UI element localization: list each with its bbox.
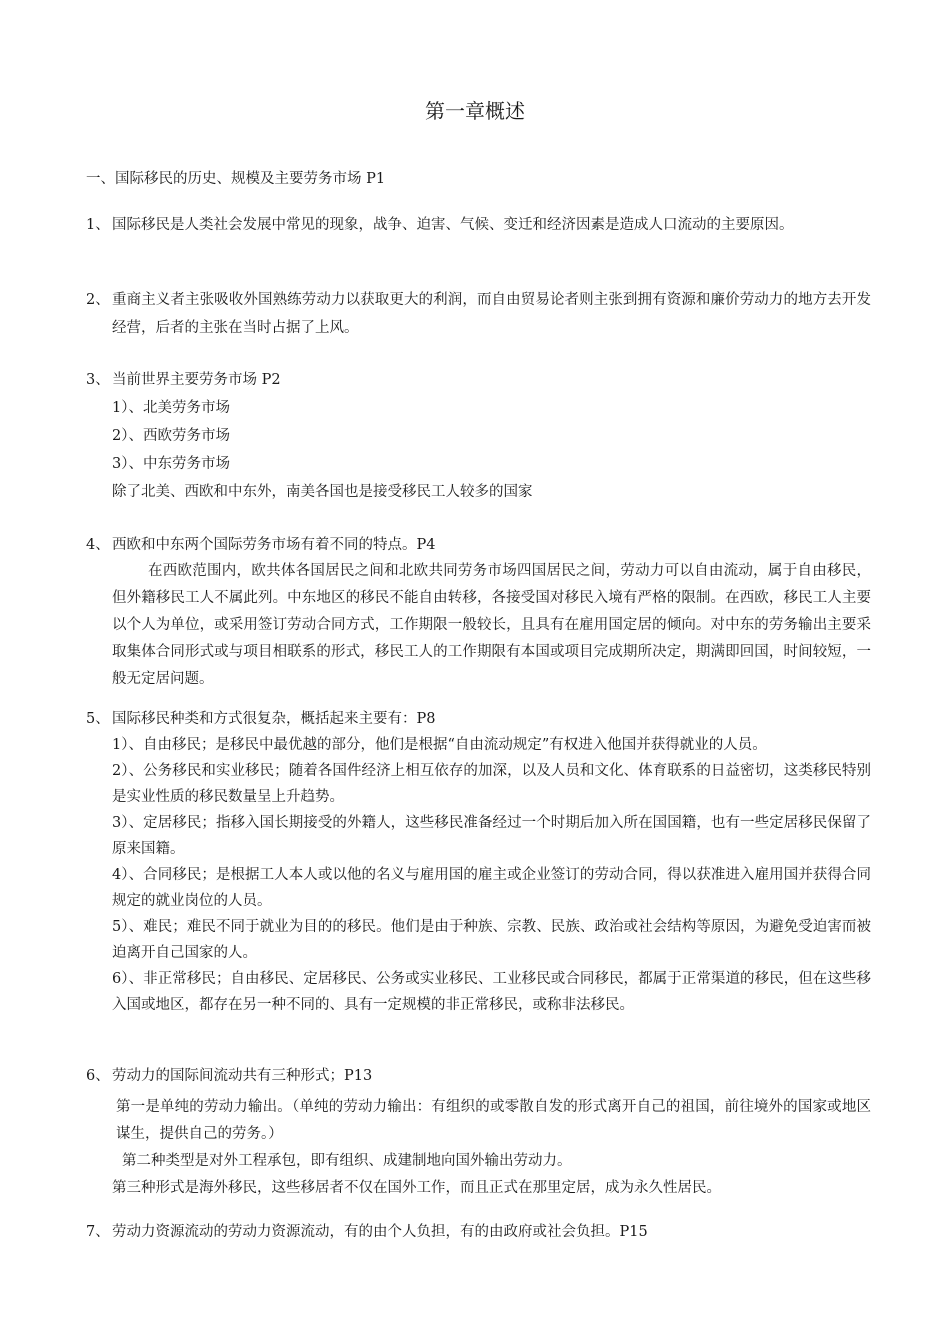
- item-note: 除了北美、西欧和中东外，南美各国也是接受移民工人较多的国家: [112, 484, 533, 500]
- item-number: 4、: [86, 537, 110, 553]
- list-item-1: [86, 211, 871, 239]
- section-heading-text: 一、国际移民的历史、规模及主要劳务市场 P1: [86, 171, 386, 187]
- form-item: 第一是单纯的劳动力输出。（单纯的劳动力输出：有组织的或零散自发的形式离开自己的祖国，前往境外的国家或地区谋生，提供自己的劳务。）: [116, 1099, 871, 1142]
- list-item-5: [86, 706, 871, 1018]
- list-item-6: [86, 1062, 871, 1202]
- sub-item: 5）、难民；难民不同于就业为目的的移民。他们是由于种族、宗教、民族、政治或社会结构等原因，为避免受迫害而被迫离开自己国家的人。: [112, 919, 871, 961]
- item-number: 5、: [86, 711, 110, 727]
- item-text: 当前世界主要劳务市场 P2: [112, 372, 281, 388]
- item-paragraph: 在西欧范围内，欧共体各国居民之间和北欧共同劳务市场四国居民之间，劳动力可以自由流动，属于自由移民，但外籍移民工人不属此列。中东地区的移民不能自由转移，各接受国对移民入境有严格的限制。在西欧，移民工人主要以个人为单位，或采用签订劳动合同方式，工作期限一般较长，且具有在雇用国定居的倾向。对中东的劳务输出主要采取集体合同形式或与项目相联系的形式，移民工人的工作期限有本国或项目完成期所决定，期满即回国，时间较短，一般无定居问题。: [112, 563, 871, 687]
- sub-item: 2）、公务移民和实业移民；随着各国件经济上相互依存的加深，以及人员和文化、体育联系的日益密切，这类移民特别是实业性质的移民数量呈上升趋势。: [112, 763, 871, 805]
- item-number: 1、: [86, 217, 110, 233]
- item-text: 西欧和中东两个国际劳务市场有着不同的特点。P4: [112, 537, 436, 553]
- form-item: 第三种形式是海外移民，这些移居者不仅在国外工作，而且正式在那里定居，成为永久性居民。: [112, 1180, 721, 1196]
- form-item: 第二种类型是对外工程承包，即有组织、成建制地向国外输出劳动力。: [122, 1153, 572, 1169]
- item-text: 劳动力的国际间流动共有三种形式；P13: [112, 1068, 373, 1084]
- list-item-4: [86, 532, 871, 693]
- sub-item: 2）、西欧劳务市场: [112, 428, 230, 444]
- list-item-2: [86, 286, 871, 342]
- item-text: 国际移民种类和方式很复杂，概括起来主要有：P8: [112, 711, 436, 727]
- section-heading: [86, 165, 871, 193]
- item-number: 2、: [86, 292, 110, 308]
- list-item-3: [86, 366, 871, 506]
- list-item-7: [86, 1218, 871, 1246]
- item-text: 国际移民是人类社会发展中常见的现象，战争、迫害、气候、变迁和经济因素是造成人口流动的主要原因。: [112, 217, 794, 233]
- sub-item: 4）、合同移民；是根据工人本人或以他的名义与雇用国的雇主或企业签订的劳动合同，得以获准进入雇用国并获得合同规定的就业岗位的人员。: [112, 867, 871, 909]
- sub-item: 3）、定居移民；指移入国长期接受的外籍人，这些移民准备经过一个时期后加入所在国国籍，也有一些定居移民保留了原来国籍。: [112, 815, 871, 857]
- item-number: 7、: [86, 1224, 110, 1240]
- item-number: 3、: [86, 372, 110, 388]
- item-text: 劳动力资源流动的劳动力资源流动，有的由个人负担，有的由政府或社会负担。P15: [112, 1224, 648, 1240]
- item-text: 重商主义者主张吸收外国熟练劳动力以获取更大的利润，而自由贸易论者则主张到拥有资源和廉价劳动力的地方去开发经营，后者的主张在当时占据了上风。: [112, 292, 871, 336]
- item-number: 6、: [86, 1068, 110, 1084]
- sub-item: 6）、非正常移民；自由移民、定居移民、公务或实业移民、工业移民或合同移民，都属于正常渠道的移民，但在这些移入国或地区，都存在另一种不同的、具有一定规模的非正常移民，或称非法移民。: [112, 971, 871, 1013]
- sub-item: 3）、中东劳务市场: [112, 456, 230, 472]
- page-title: 第一章概述: [425, 99, 525, 123]
- sub-item: 1）、北美劳务市场: [112, 400, 230, 416]
- sub-item: 1）、自由移民；是移民中最优越的部分，他们是根据“自由流动规定”有权进入他国并获得就业的人员。: [112, 737, 767, 753]
